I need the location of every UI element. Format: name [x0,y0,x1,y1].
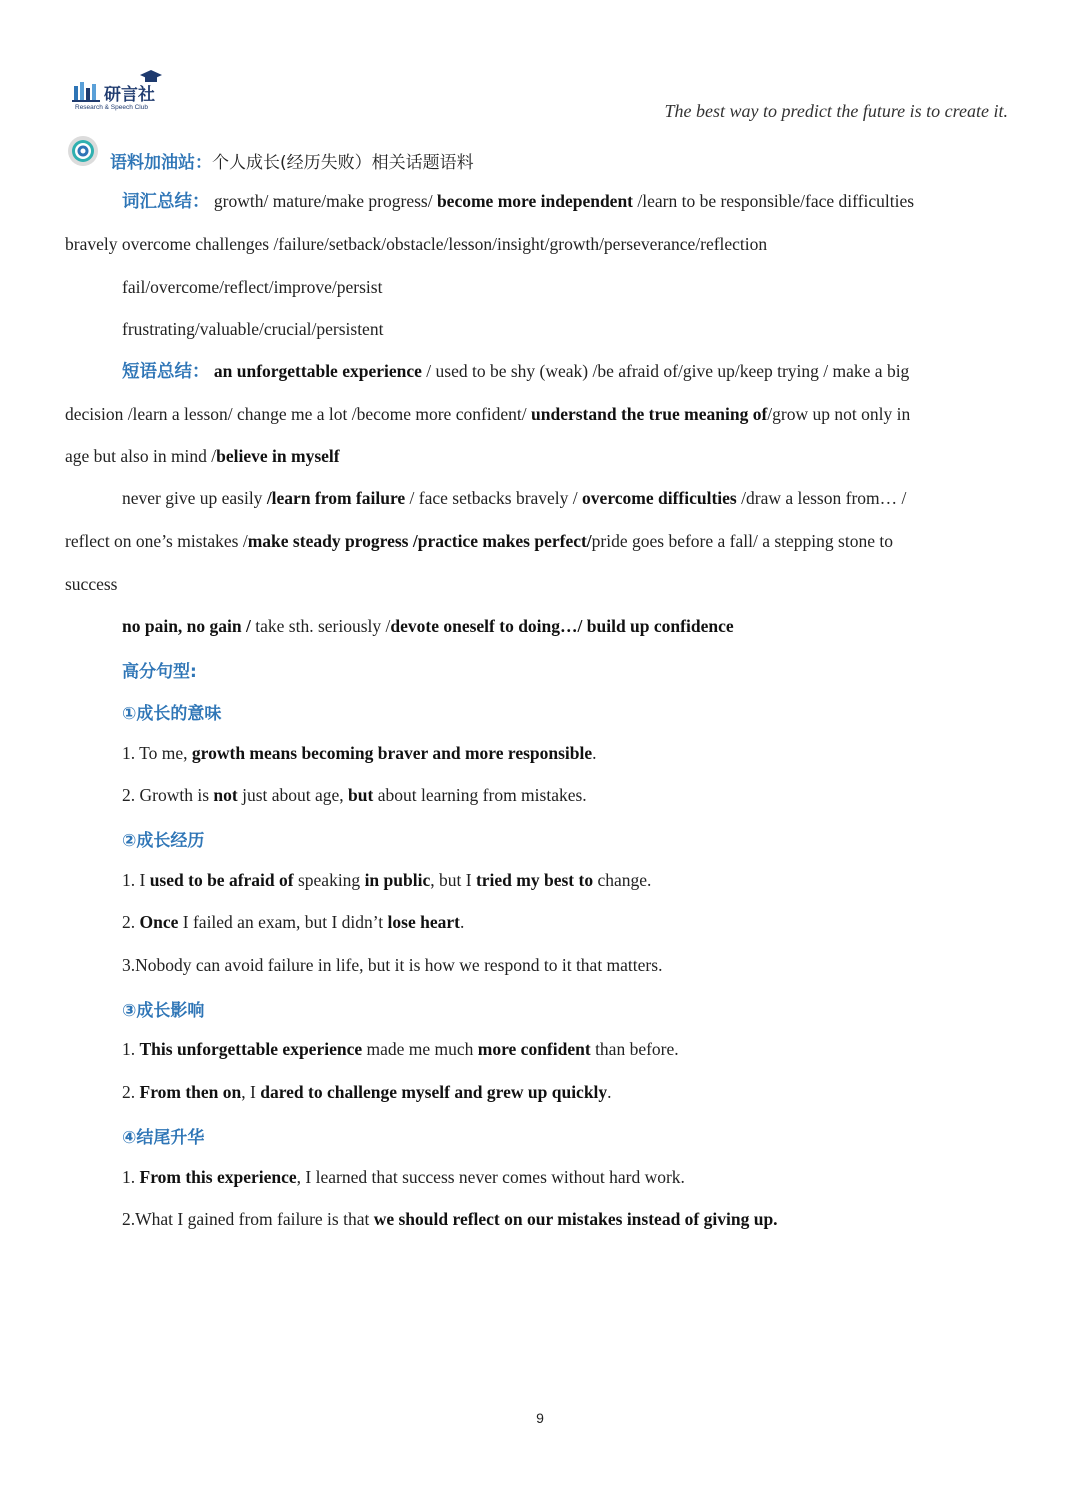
sentence-3-2 [122,1081,612,1103]
sentence-3-1 [122,1038,679,1060]
sentence-bold: but [348,785,374,805]
sentence-text: 1. [122,1039,136,1059]
phrase-text: pride goes before a fall/ a stepping stone to [591,531,893,551]
phrase-line-1 [122,360,909,383]
vocab-line-4: frustrating/valuable/crucial/persistent [122,319,384,339]
sentence-text: 2.What I gained from failure is that [122,1209,370,1229]
sentence-bold: From then on [139,1082,242,1102]
phrase-line-5 [65,530,893,552]
sentence-text: about learning from mistakes. [377,785,587,805]
sentence-text: 2. Growth is [122,785,210,805]
sentence-bold: tried my best to [475,870,594,890]
sentence-text: . [592,743,597,763]
sentence-text: , but I [430,870,472,890]
sentence-2-2 [122,911,464,933]
vocab-bold: become more independent [436,191,633,211]
vocab-text: /learn to be responsible/face difficulties [637,191,915,211]
phrase-text: take sth. seriously / [255,616,391,636]
sentence-text: . [607,1082,612,1102]
sentence-text: speaking [297,870,361,890]
sentence-bold: Once [139,912,179,932]
phrase-label: 短语总结： [122,362,210,382]
phrase-bold: make steady progress [247,531,409,551]
section-topic: 个人成长(经历失败）相关话题语料 [212,153,474,173]
sentence-label: 高分句型: [122,662,197,682]
logo-text: 研言社 [104,85,155,105]
phrase-text: / face setbacks bravely / [409,488,578,508]
vocab-text: growth/ mature/make progress/ [213,191,433,211]
sentence-text: 1. To me, [122,743,188,763]
subsection-title-1: ①成长的意味 [122,704,222,724]
phrase-bold: devote oneself to doing…/ build up confidence [390,616,734,636]
subsection-title-3: ③成长影响 [122,1001,205,1021]
subsection-title-4: ④结尾升华 [122,1128,205,1148]
vocab-line-1 [122,190,914,213]
phrase-bold: overcome difficulties [582,488,737,508]
sentence-text: 2. [122,912,136,932]
sentence-2-3: 3.Nobody can avoid failure in life, but it is how we respond to it that matters. [122,955,663,975]
phrase-line-3 [65,445,340,467]
sentence-bold: lose heart [387,912,460,932]
sentence-2-1 [122,869,651,891]
sentence-bold: more confident [477,1039,591,1059]
sentence-bold: dared to challenge myself and grew up quickly [260,1082,608,1102]
sentence-text: made me much [366,1039,474,1059]
phrase-text: never give up easily [122,488,263,508]
header-quote: The best way to predict the future is to create it. [664,101,1008,121]
sentence-text: 1. [122,1167,136,1187]
section-label: 语料加油站： [110,153,212,173]
sentence-bold: not [213,785,238,805]
sentence-text: , I [241,1082,256,1102]
sentence-text: , I learned that success never comes without hard work. [296,1167,685,1187]
graduation-cap-icon [140,70,162,84]
phrase-line-6: success [65,574,118,594]
sentence-text: 1. I [122,870,146,890]
sentence-text: 2. [122,1082,136,1102]
phrase-bold: /practice makes perfect/ [412,531,592,551]
sentence-text: than before. [595,1039,679,1059]
sentence-text: just about age, [242,785,344,805]
phrase-line-2 [65,403,910,425]
phrase-line-4 [122,487,906,509]
phrase-bold: /learn from failure [266,488,406,508]
page-number: 9 [536,1410,544,1426]
phrase-bold: no pain, no gain / [122,616,251,636]
section-heading [66,136,474,176]
sentence-text: change. [597,870,652,890]
sentence-bold: we should reflect on our mistakes instead of giving up. [373,1209,778,1229]
logo-subtext: Research & Speech Club [75,104,148,111]
phrase-text: decision /learn a lesson/ change me a lot /become more confident/ [65,404,527,424]
phrase-bold: understand the true meaning of [531,404,768,424]
sentence-bold: used to be afraid of [149,870,294,890]
phrase-text: / used to be shy (weak) /be afraid of/give up/keep trying / make a big [426,361,910,381]
sentence-bold: growth means becoming braver and more responsible [191,743,593,763]
phrase-text: reflect on one’s mistakes / [65,531,248,551]
phrase-bold: believe in myself [216,446,340,466]
sentence-text: . [459,912,465,932]
sentence-1-1 [122,742,597,764]
phrase-text: /grow up not only in [767,404,911,424]
vocab-line-2: bravely overcome challenges /failure/setback/obstacle/lesson/insight/growth/perseverance/reflection [65,234,768,254]
subsection-title-2: ②成长经历 [122,831,205,851]
sentence-bold: in public [364,870,431,890]
phrase-text: age but also in mind / [65,446,217,466]
sentence-4-2 [122,1208,778,1230]
sentence-bold: From this experience [139,1167,297,1187]
sentence-4-1 [122,1166,685,1188]
brand-logo [72,70,172,118]
vocab-label: 词汇总结： [122,192,210,212]
sentence-text: I failed an exam, but I didn’t [182,912,384,932]
target-icon [66,136,100,170]
vocab-line-3: fail/overcome/reflect/improve/persist [122,277,383,297]
phrase-text: /draw a lesson from… / [741,488,907,508]
phrase-line-7 [122,615,734,637]
phrase-bold: an unforgettable experience [213,361,422,381]
sentence-1-2 [122,784,587,806]
sentence-bold: This unforgettable experience [139,1039,363,1059]
